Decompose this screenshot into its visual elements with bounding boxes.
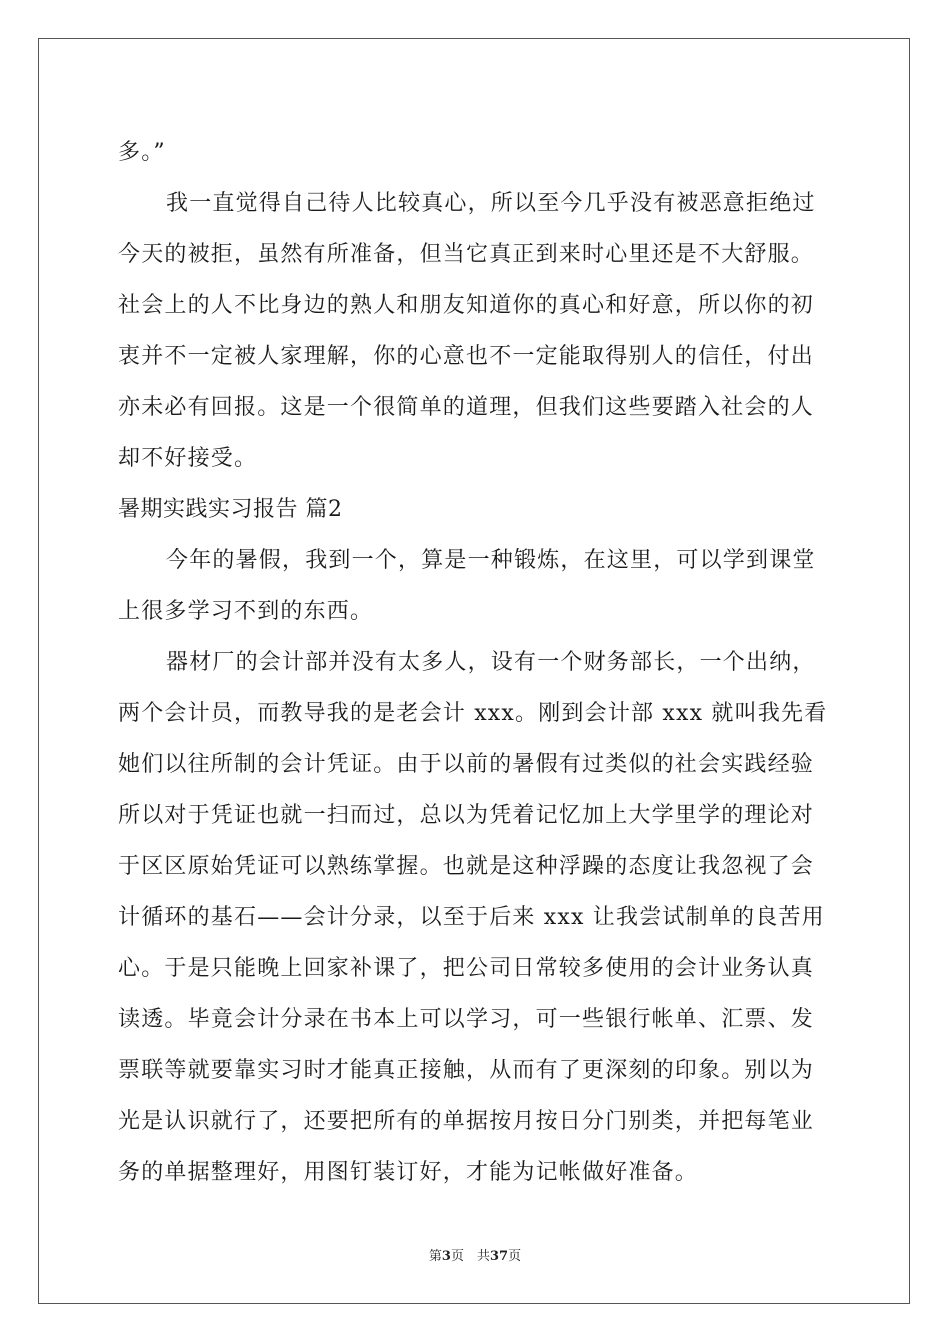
text-line: 我一直觉得自己待人比较真心，所以至今几乎没有被恶意拒绝过 xyxy=(166,191,816,216)
footer-mid: 页 共 xyxy=(450,1249,490,1264)
text-line: 器材厂的会计部并没有太多人，设有一个财务部长，一个出纳， xyxy=(166,650,816,675)
text-line: 今天的被拒，虽然有所准备，但当它真正到来时心里还是不大舒服。 xyxy=(118,242,815,267)
text-line: 衷并不一定被人家理解，你的心意也不一定能取得别人的信任，付出 xyxy=(118,344,815,369)
text-line: 光是认识就行了，还要把所有的单据按月按日分门别类，并把每笔业 xyxy=(118,1109,815,1134)
footer-suffix: 页 xyxy=(508,1249,522,1264)
text-line: 两个会计员，而教导我的是老会计 xxx。刚到会计部 xxx 就叫我先看 xyxy=(118,701,828,726)
text-line: 社会上的人不比身边的熟人和朋友知道你的真心和好意，所以你的初 xyxy=(118,293,815,318)
text-line: 今年的暑假，我到一个，算是一种锻炼，在这里，可以学到课堂 xyxy=(166,548,816,573)
text-line: 读透。毕竟会计分录在书本上可以学习，可一些银行帐单、汇票、发 xyxy=(118,1007,815,1032)
text-line: 所以对于凭证也就一扫而过，总以为凭着记忆加上大学里学的理论对 xyxy=(118,803,815,828)
text-line: 票联等就要靠实习时才能真正接触，从而有了更深刻的印象。别以为 xyxy=(118,1058,815,1083)
text-line: 计循环的基石——会计分录，以至于后来 xxx 让我尝试制单的良苦用 xyxy=(118,905,825,930)
current-page-number: 3 xyxy=(441,1249,451,1264)
text-line: 她们以往所制的会计凭证。由于以前的暑假有过类似的社会实践经验 xyxy=(118,752,815,777)
text-line: 多。” xyxy=(118,140,166,165)
text-line: 亦未必有回报。这是一个很简单的道理，但我们这些要踏入社会的人 xyxy=(118,395,815,420)
page-footer xyxy=(0,1245,950,1264)
text-line: 务的单据整理好，用图钉装订好，才能为记帐做好准备。 xyxy=(118,1160,699,1185)
text-line: 却不好接受。 xyxy=(118,446,258,471)
document-body xyxy=(118,127,838,1198)
text-line: 于区区原始凭证可以熟练掌握。也就是这种浮躁的态度让我忽视了会 xyxy=(118,854,815,879)
text-line: 上很多学习不到的东西。 xyxy=(118,599,374,624)
total-page-count: 37 xyxy=(489,1249,509,1264)
footer-prefix: 第 xyxy=(428,1249,442,1264)
section-heading: 暑期实践实习报告 篇2 xyxy=(118,497,343,522)
text-line: 心。于是只能晚上回家补课了，把公司日常较多使用的会计业务认真 xyxy=(118,956,815,981)
